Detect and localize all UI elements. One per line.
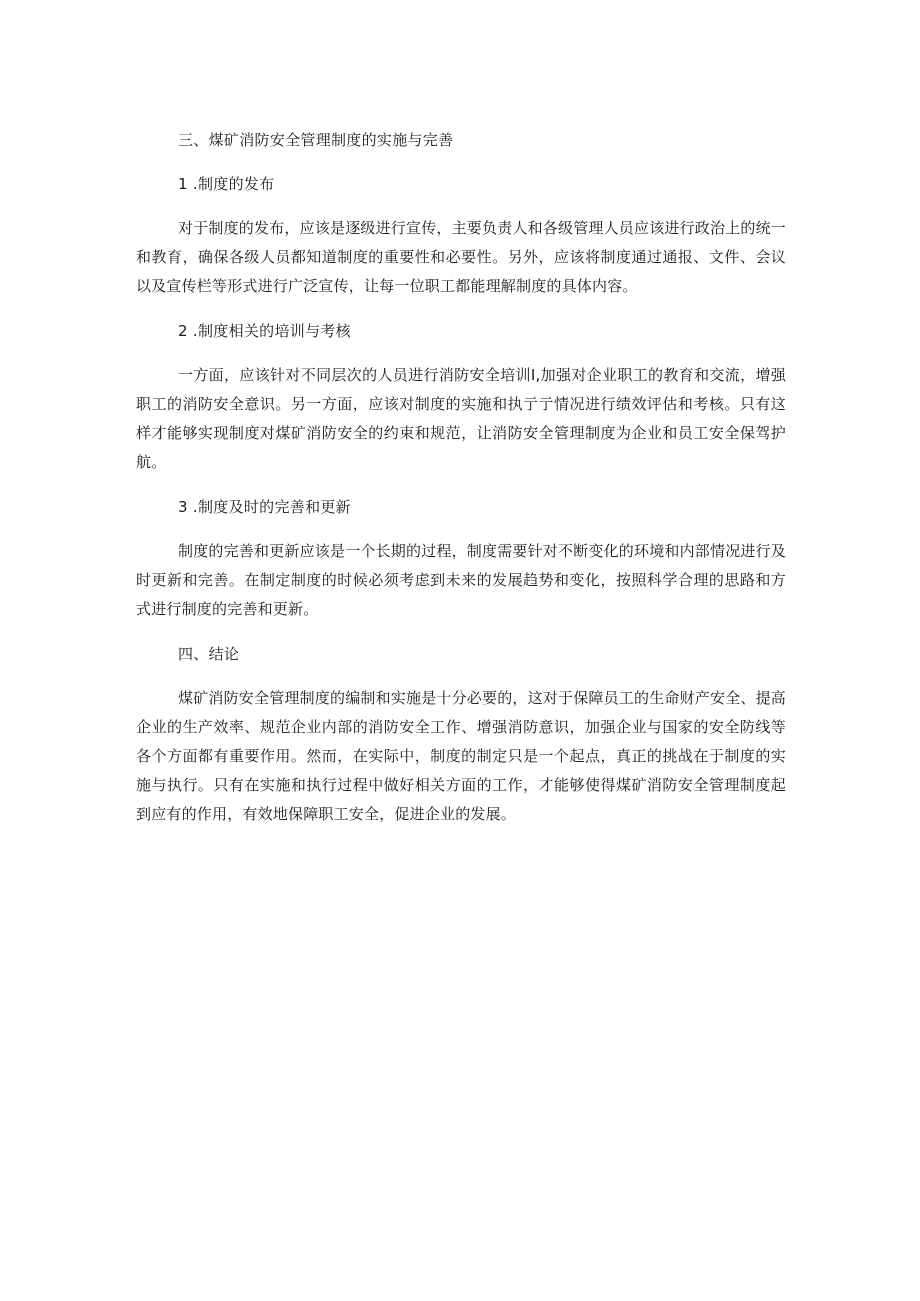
- section-4-heading: 四、结论: [178, 645, 240, 663]
- subsection-2-heading: 2 .制度相关的培训与考核: [178, 322, 351, 340]
- document-body: [136, 126, 786, 845]
- subsection-2-paragraph: 一方面，应该针对不同层次的人员进行消防安全培训I,加强对企业职工的教育和交流，增强职工的消防安全意识。另一方面，应该对制度的实施和执亍亍情况进行绩效评估和考核。只有这样才能够实现制度对煤矿消防安全的约束和规范，让消防安全管理制度为企业和员工安全保驾护航。: [136, 366, 786, 471]
- subsection-3-paragraph: 制度的完善和更新应该是一个长期的过程，制度需要针对不断变化的环境和内部情况进行及时更新和完善。在制定制度的时候必须考虑到未来的发展趋势和变化，按照科学合理的思路和方式进行制度的完善和更新。: [136, 542, 787, 618]
- subsection-1-paragraph: 对于制度的发布，应该是逐级进行宣传，主要负责人和各级管理人员应该进行政治上的统一和教育，确保各级人员都知道制度的重要性和必要性。另外，应该将制度通过通报、文件、会议以及宣传栏等形式进行广泛宣传，让每一位职工都能理解制度的具体内容。: [136, 219, 787, 295]
- subsection-3-heading: 3 .制度及时的完善和更新: [178, 498, 351, 516]
- section-4-paragraph: 煤矿消防安全管理制度的编制和实施是十分必要的，这对于保障员工的生命财产安全、提高企业的生产效率、规范企业内部的消防安全工作、增强消防意识，加强企业与国家的安全防线等各个方面都有重要作用。然而，在实际中，制度的制定只是一个起点，真正的挑战在于制度的实施与执行。只有在实施和执行过程中做好相关方面的工作，才能够使得煤矿消防安全管理制度起到应有的作用，有效地保障职工安全，促进企业的发展。: [136, 689, 787, 823]
- section-3-heading: 三、煤矿消防安全管理制度的实施与完善: [178, 131, 454, 149]
- subsection-1-heading: 1 .制度的发布: [178, 175, 275, 193]
